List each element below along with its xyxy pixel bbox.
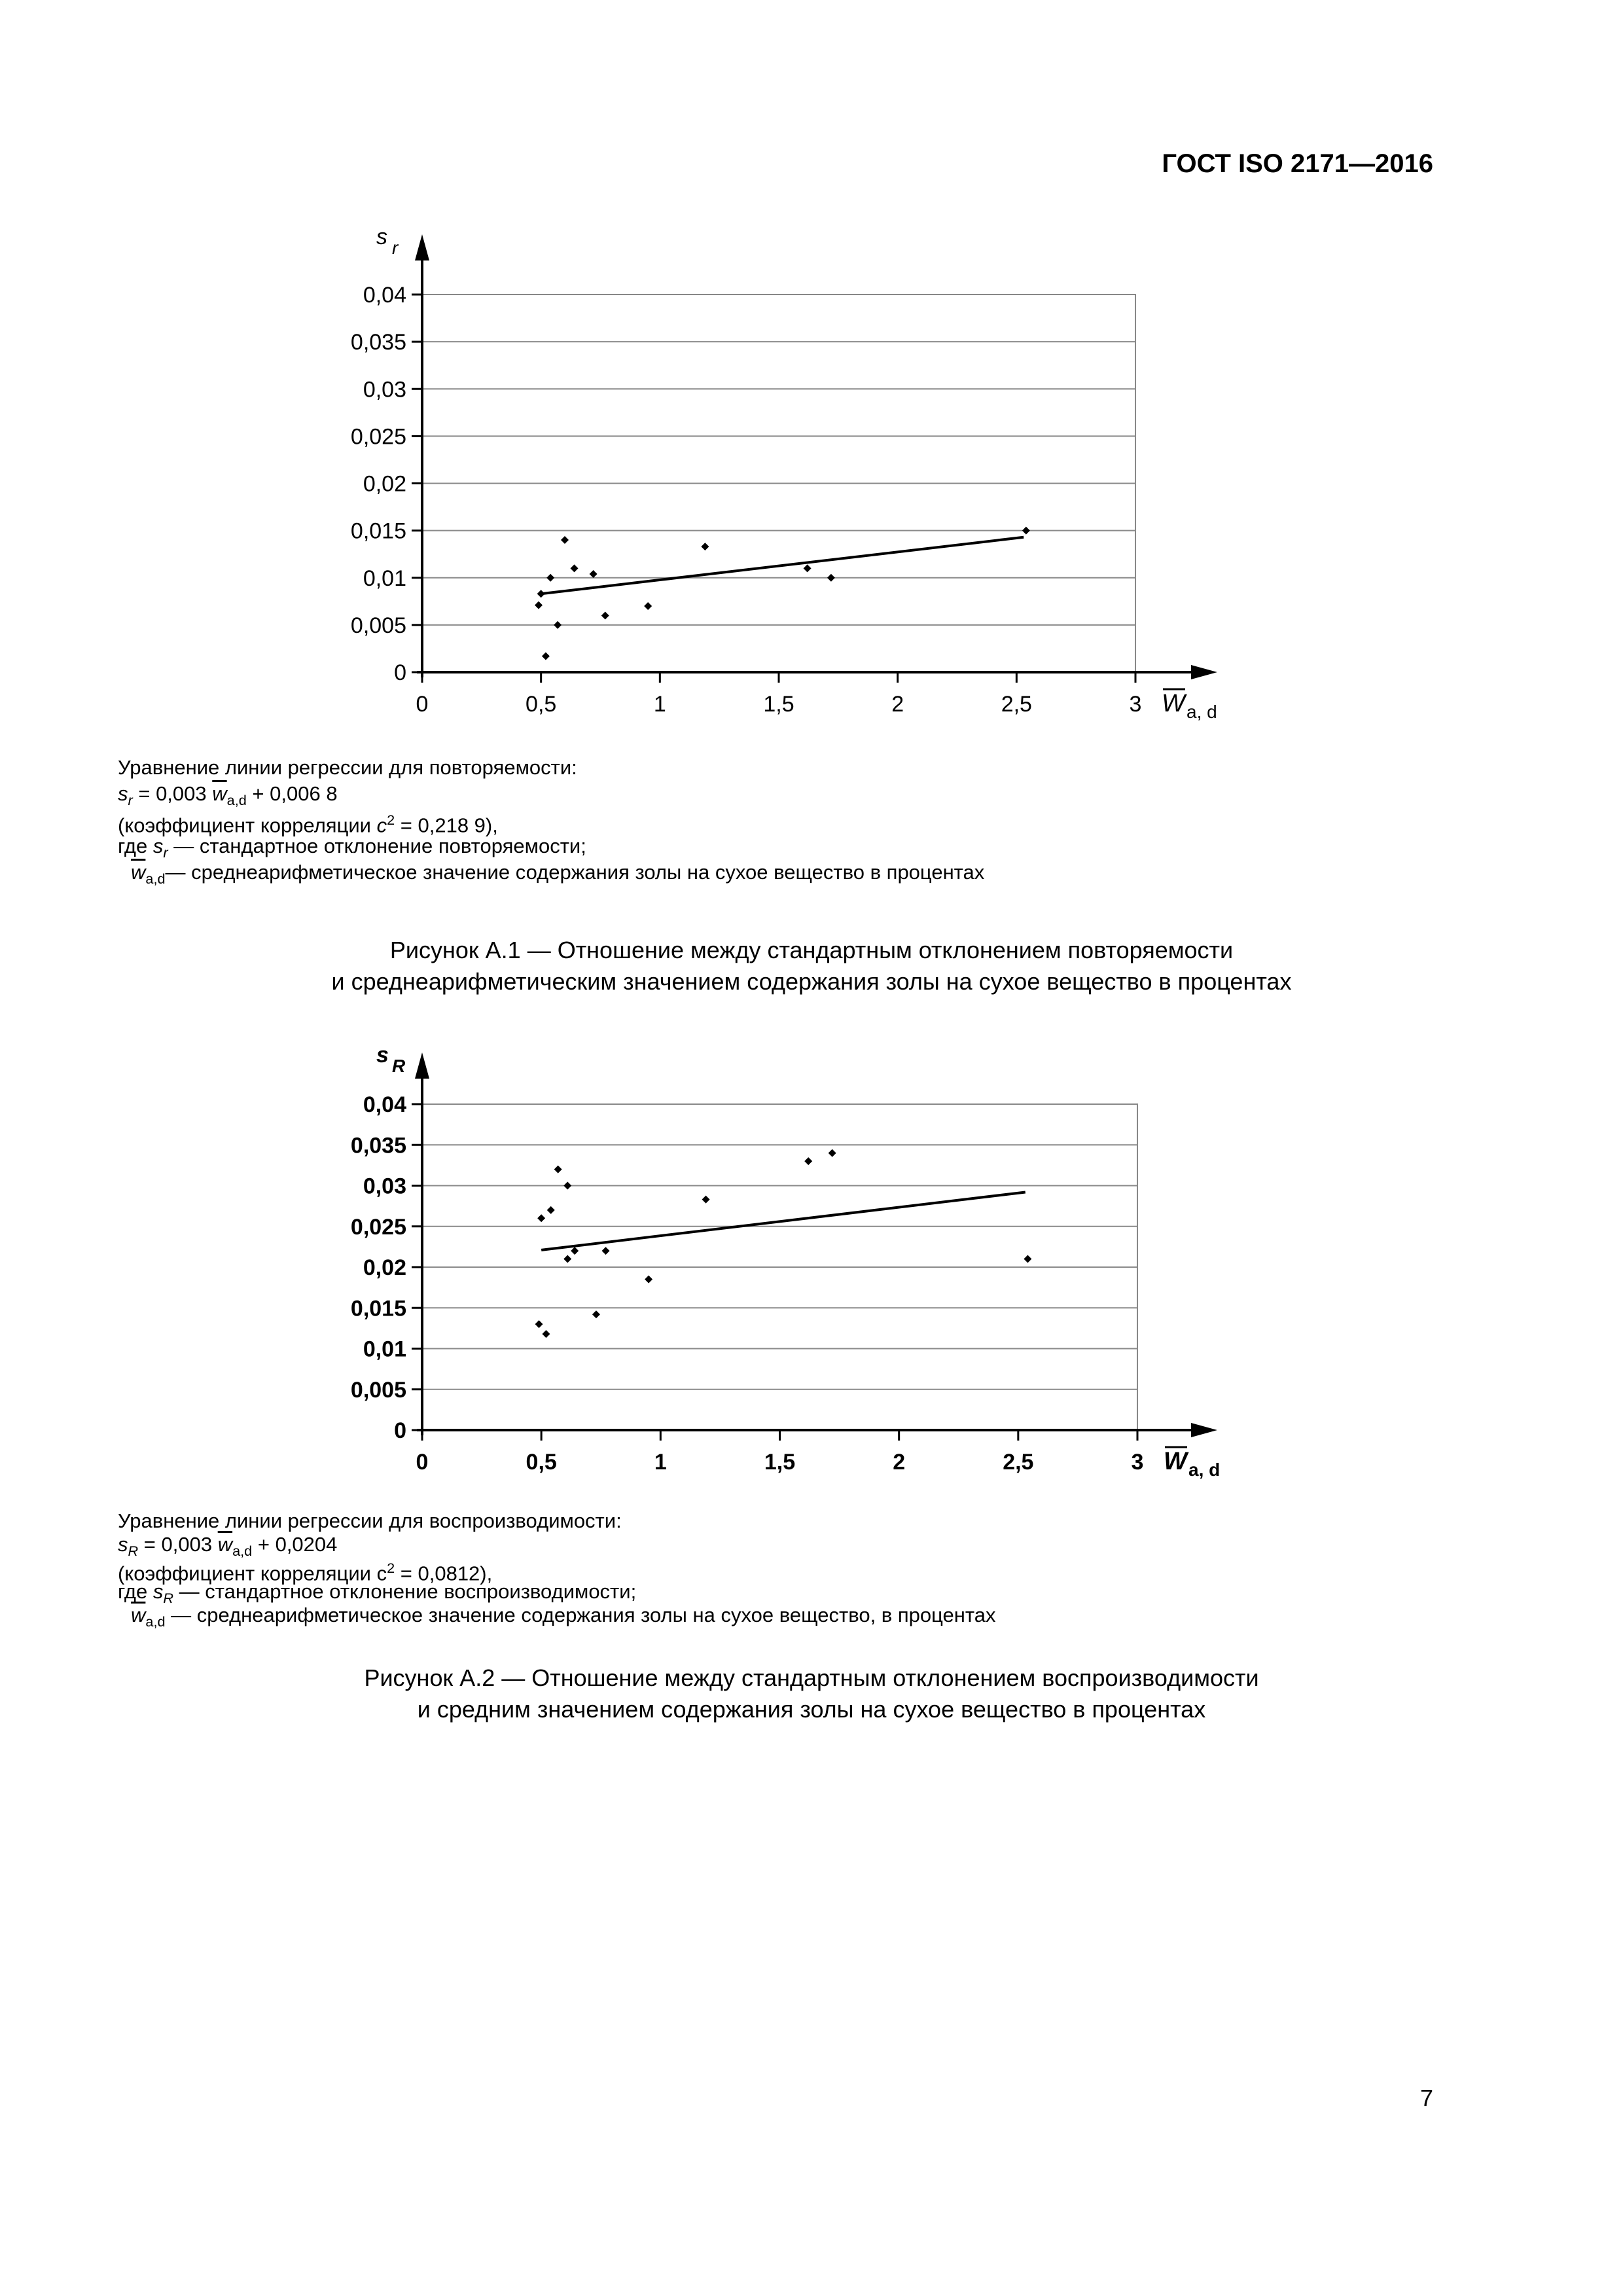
figure1-notes bbox=[118, 755, 984, 886]
y-tick-label: 0,04 bbox=[363, 283, 406, 308]
x-axis-arrow bbox=[1191, 665, 1217, 679]
data-point bbox=[542, 1330, 550, 1338]
data-point bbox=[804, 564, 812, 572]
data-point bbox=[701, 543, 709, 550]
page-number: 7 bbox=[1419, 2085, 1433, 2111]
y-tick-label: 0,03 bbox=[363, 1174, 406, 1199]
data-point bbox=[561, 536, 569, 544]
x-tick-label: 2 bbox=[893, 1450, 906, 1475]
note-definition: $\overline{w}_{a,d}$ — среднеарифметическое значение содержания золы на сухое вещество, в процентах bbox=[131, 1604, 996, 1630]
y-tick-label: 0,005 bbox=[350, 1377, 406, 1403]
figure2-caption: Рисунок А.2 — Отношение между стандартным отклонением воспроизводимости и средним значением содержания золы на сухое вещество в процентах bbox=[364, 1664, 1259, 1723]
data-point bbox=[590, 570, 597, 578]
data-point bbox=[571, 564, 579, 572]
x-axis-label: W bbox=[1162, 690, 1185, 717]
y-tick-label: 0,015 bbox=[350, 518, 406, 544]
x-tick-label: 1,5 bbox=[763, 692, 794, 717]
x-tick-label: 1,5 bbox=[764, 1450, 796, 1475]
data-point bbox=[827, 574, 835, 582]
data-point bbox=[571, 1247, 579, 1255]
note-correlation: (коэффициент корреляции $c^2 = 0,218$ 9), bbox=[118, 812, 498, 837]
data-point bbox=[644, 602, 652, 610]
data-point bbox=[537, 590, 545, 598]
y-tick-label: 0,02 bbox=[363, 1255, 406, 1280]
data-point bbox=[1022, 527, 1030, 535]
x-axis-label: W bbox=[1164, 1448, 1187, 1475]
x-tick-label: 1 bbox=[653, 692, 666, 717]
y-tick-label: 0,015 bbox=[350, 1296, 406, 1321]
note-definition: $\overline{w}_{a,d}—$ среднеарифметическое значение содержания золы на сухое вещество в процентах bbox=[131, 861, 985, 888]
note-definition: где $s_R$ — стандартное отклонение воспроизводимости; bbox=[118, 1580, 637, 1607]
data-point bbox=[563, 1255, 571, 1263]
x-tick-label: 2,5 bbox=[1003, 1450, 1034, 1475]
y-tick-label: 0,04 bbox=[363, 1092, 406, 1117]
document-code: ГОСТ ISO 2171—2016 bbox=[1162, 149, 1433, 178]
data-point bbox=[547, 1206, 555, 1214]
data-point bbox=[1024, 1255, 1031, 1263]
data-point bbox=[537, 1214, 545, 1222]
data-point bbox=[535, 601, 543, 609]
note-line: Уравнение линии регрессии для повторяемости: bbox=[118, 756, 577, 779]
data-point bbox=[829, 1149, 836, 1157]
x-axis-arrow bbox=[1191, 1423, 1217, 1437]
chart-repeatability bbox=[0, 216, 1623, 740]
data-point bbox=[804, 1157, 812, 1165]
y-tick-label: 0,01 bbox=[363, 1336, 406, 1362]
y-tick-label: 0,025 bbox=[350, 1214, 406, 1240]
x-tick-label: 0 bbox=[416, 692, 429, 717]
y-axis-label-subscript: r bbox=[392, 238, 399, 258]
x-tick-label: 0,5 bbox=[526, 692, 557, 717]
y-axis-label: s bbox=[376, 224, 387, 249]
y-axis-label: s bbox=[376, 1043, 389, 1067]
y-tick-label: 0,01 bbox=[363, 565, 406, 591]
note-equation: $s_R = 0,003$ $\overline{w}_{a,d} + 0,0204$ bbox=[118, 1533, 338, 1560]
x-tick-label: 0 bbox=[416, 1450, 429, 1475]
figure1-caption: Рисунок А.1 — Отношение между стандартным отклонением повторяемости и среднеарифметическим значением содержания золы на сухое вещество в процентах bbox=[331, 937, 1292, 995]
data-point bbox=[602, 1247, 610, 1255]
note-definition: где $s_r$ — стандартное отклонение повторяемости; bbox=[118, 834, 586, 861]
y-axis-arrow bbox=[415, 234, 429, 260]
note-equation: $s_r = 0,003$ $\overline{w}_{a,d} + 0,006$ 8 bbox=[118, 782, 338, 809]
x-tick-label: 3 bbox=[1131, 1450, 1144, 1475]
x-tick-label: 2 bbox=[891, 692, 904, 717]
x-axis-label-subscript: a, d bbox=[1186, 702, 1217, 722]
data-point bbox=[554, 1166, 562, 1174]
y-tick-label: 0,025 bbox=[350, 424, 406, 450]
x-tick-label: 3 bbox=[1129, 692, 1142, 717]
data-point bbox=[554, 621, 562, 629]
y-tick-label: 0,02 bbox=[363, 471, 406, 497]
x-axis-label-subscript: a, d bbox=[1188, 1460, 1221, 1480]
y-tick-label: 0,035 bbox=[350, 1133, 406, 1158]
y-axis-arrow bbox=[415, 1052, 429, 1079]
y-tick-label: 0 bbox=[394, 660, 406, 685]
data-point bbox=[542, 652, 550, 660]
x-tick-label: 2,5 bbox=[1001, 692, 1032, 717]
data-point bbox=[546, 574, 554, 582]
note-correlation: (коэффициент корреляции $c^2 = 0,0812$), bbox=[118, 1560, 493, 1585]
y-tick-label: 0,035 bbox=[350, 330, 406, 355]
data-point bbox=[601, 611, 609, 619]
data-point bbox=[563, 1182, 571, 1190]
data-point bbox=[702, 1196, 710, 1204]
data-point bbox=[645, 1276, 652, 1283]
y-tick-label: 0 bbox=[394, 1418, 406, 1443]
figure2-notes bbox=[118, 1508, 996, 1630]
data-point bbox=[535, 1320, 543, 1328]
regression-line bbox=[541, 537, 1024, 594]
y-axis-label-subscript: R bbox=[392, 1056, 406, 1076]
x-tick-label: 0,5 bbox=[526, 1450, 557, 1475]
regression-line bbox=[541, 1192, 1026, 1249]
y-tick-label: 0,005 bbox=[350, 613, 406, 638]
y-tick-label: 0,03 bbox=[363, 377, 406, 403]
data-point bbox=[592, 1310, 600, 1318]
x-tick-label: 1 bbox=[654, 1450, 667, 1475]
chart-reproducibility bbox=[0, 1028, 1623, 1499]
note-line: Уравнение линии регрессии для воспроизводимости: bbox=[118, 1509, 622, 1532]
